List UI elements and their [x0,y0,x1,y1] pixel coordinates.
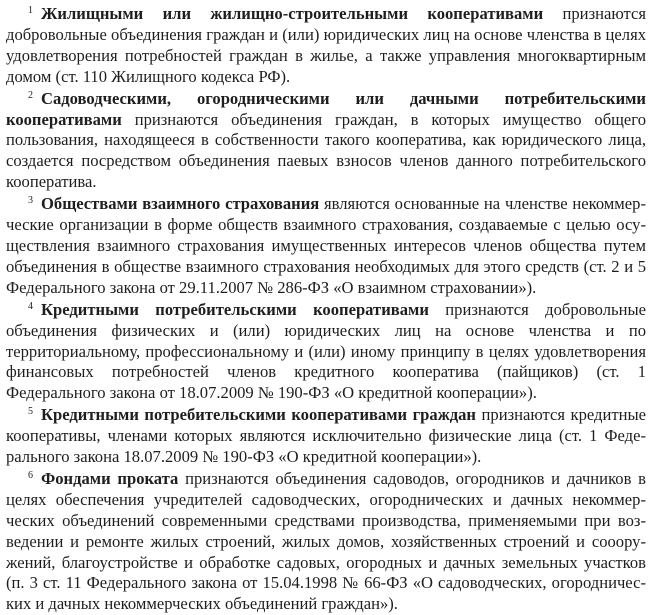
footnote-term: Жилищными или жилищно-строительными кооперативами [41,4,544,23]
footnote-number: 2 [28,89,33,101]
footnote-text: признаются кредитные кооперативы, членами которых являются исключительно физические лица (ст. 1 Федерального закона 18.07.2009 № 190-ФЗ «О кредитной кооперации»). [6,405,647,467]
footnote-text: признаются добровольные объединения физических и (или) юридических лиц на основе членства и по территориальному, профессиональному и (или) иному принципу в целях удовлетворения финансовых потребностей членов кредитного кооператива (пайщиков) (ст. 1 Федерального закона от 18.07.2009 № 190-ФЗ «О кредитной кооперации»). [6,299,646,403]
footnote-term: Обществами взаимного страхования [41,194,320,214]
footnote-number: 6 [28,469,33,481]
footnote [6,300,646,405]
footnote-number: 1 [28,5,33,16]
footnote-number: 4 [28,300,33,312]
footnote-number: 3 [28,195,33,207]
footnote [6,89,646,194]
footnote-text: являются основанные на членстве некоммерческие организации в форме обществ взаимного страхования, создаваемые с целью осуществления взаимного страхования имущественных интересов членов общества путем объединения в обществе взаимного страхования необходимых для этого средств (ст. 2 и 5 Федерального закона от 29.11.2007 № 286-ФЗ «О взаимном страховании»). [6,194,646,297]
footnote-text: признаются объединения граждан, в которых имущество общего пользования, находящееся в собственности такого кооператива, как юридического лица, создается посредством объединения паевых взносов членов данного потребительского кооператива. [6,109,646,192]
footnote-term: Кредитными потребительскими кооперативами [41,299,429,319]
footnote [6,405,646,468]
footnote [6,4,646,88]
footnote-text: признаются добровольные объединения граждан и (или) юридических лиц на основе членства в целях удовлетворения потребностей граждан в жилье, а также управления многоквартирным домом (ст. 110 Жилищного кодекса РФ). [6,4,646,86]
footnote-term: Фондами проката [41,468,179,488]
footnote [6,194,646,299]
footnote-term: Садоводческими, огородническими или дачными потребительскими кооперативами [6,88,646,129]
footnote-term: Кредитными потребительскими кооперативами граждан [41,405,476,425]
footnote-number: 5 [28,406,33,418]
footnote [6,469,646,615]
footnote-text: признаются объединения садоводов, огородников и дачников в целях обеспечения учредителей садоводческих, огороднических и дачных некоммерческих объединений современными средствами производства, применяемыми при возведении и ремонте жилых строений, жилых домов, хозяйственных строений и соооружений, благоустройстве и обработке садовых, огородных и дачных земельных участков (п. 3 ст. 11 Федерального закона от 15.04.1998 № 66-ФЗ «О садоводческих, огороднических и дачных некоммерческих объединений граждан»). [6,468,647,614]
